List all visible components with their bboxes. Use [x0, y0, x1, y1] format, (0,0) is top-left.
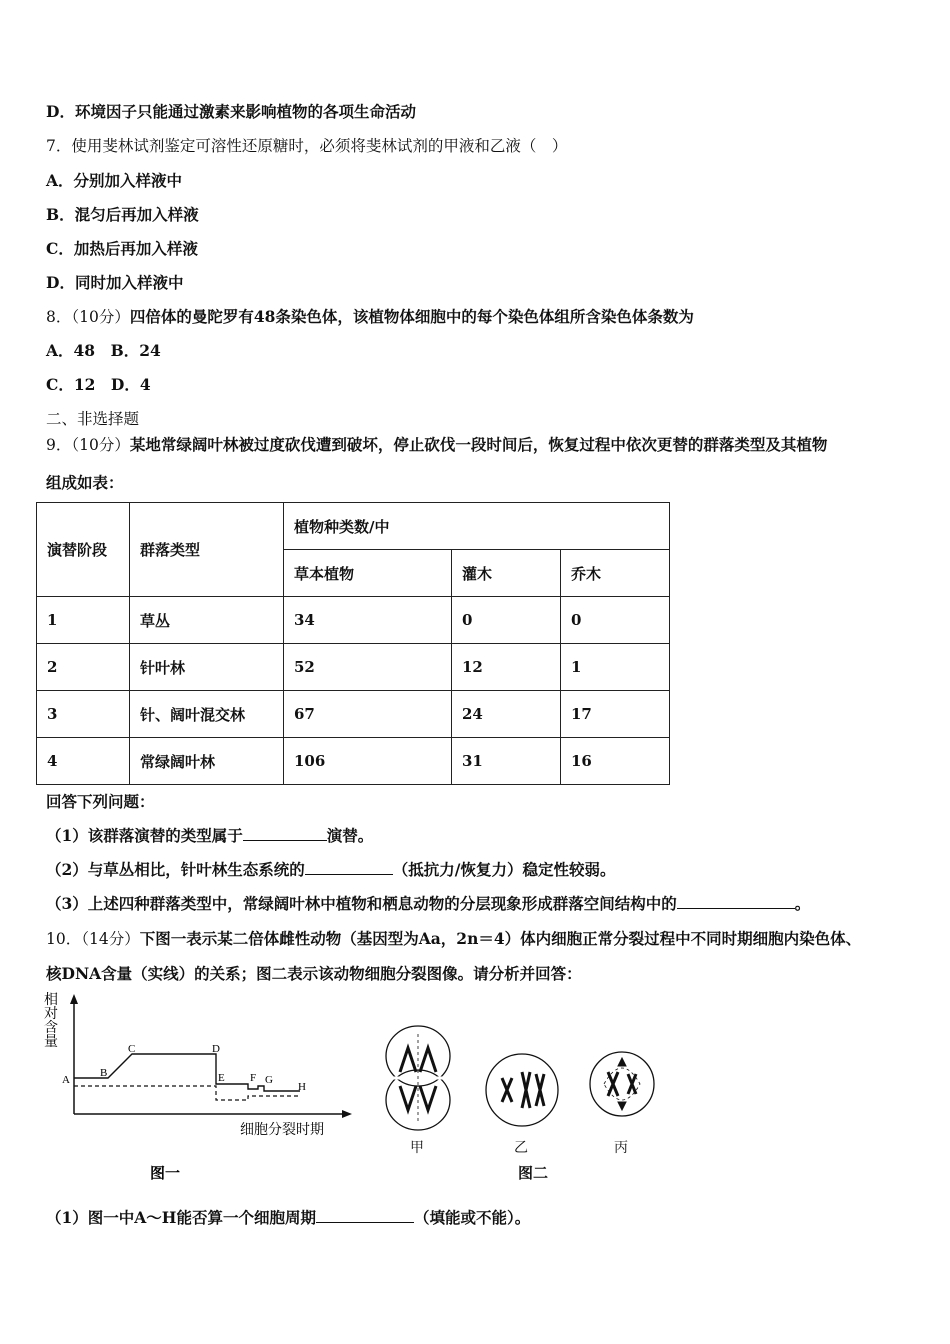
y-axis-label-2: 对	[44, 1007, 58, 1022]
point-d: D	[212, 1043, 220, 1055]
q7-option-b: B．混匀后再加入样液	[46, 205, 199, 224]
q9-sub3-text: （3）上述四种群落类型中，常绿阔叶林中植物和栖息动物的分层现象形成群落空间结构中的	[46, 894, 677, 913]
q10-figures	[40, 992, 680, 1192]
header-shrub: 灌木	[452, 550, 561, 597]
q9-stem-text: 某地常绿阔叶林被过度砍伐遭到破坏，停止砍伐一段时间后，恢复过程中依次更替的群落类型及其植物	[129, 435, 828, 454]
answer-blank[interactable]	[316, 1208, 414, 1223]
table-row	[37, 691, 670, 738]
cell-tree: 0	[561, 597, 670, 644]
q9-sub3	[46, 894, 810, 914]
cell-stage: 2	[37, 644, 130, 691]
header-stage: 演替阶段	[37, 503, 130, 597]
cell-shrub: 24	[452, 691, 561, 738]
q9-sub1-text: （1）该群落演替的类型属于	[46, 826, 243, 845]
figure-1-graph	[44, 992, 352, 1182]
cell-herb: 106	[284, 738, 452, 785]
y-axis-label-1: 相	[44, 993, 58, 1008]
cell-shrub: 31	[452, 738, 561, 785]
cell-herb: 52	[284, 644, 452, 691]
cell-stage: 3	[37, 691, 130, 738]
q8-options-ab: A．48 B．24	[46, 341, 161, 360]
figure-1-caption: 图一	[150, 1166, 181, 1182]
cell-tree: 1	[561, 644, 670, 691]
header-tree: 乔木	[561, 550, 670, 597]
cell-shrub: 0	[452, 597, 561, 644]
answer-blank[interactable]	[305, 860, 393, 875]
x-axis-label: 细胞分裂时期	[240, 1123, 324, 1138]
q7-option-c: C．加热后再加入样液	[46, 239, 198, 258]
q8-stem	[46, 307, 694, 327]
cell-type: 针叶林	[130, 644, 284, 691]
q8-options-cd: C．12 D．4	[46, 375, 151, 394]
q10-stem-text: 下图一表示某二倍体雌性动物（基因型为Aa，2n＝4）体内细胞正常分裂过程中不同时期细胞内染色体、	[139, 929, 862, 948]
cell-herb: 34	[284, 597, 452, 644]
point-e: E	[218, 1072, 225, 1084]
cell-yi	[486, 1054, 558, 1126]
q10-score: （14分）	[81, 930, 140, 948]
answer-blank[interactable]	[243, 826, 327, 841]
header-community-type: 群落类型	[130, 503, 284, 597]
q7-stem: 7．使用斐林试剂鉴定可溶性还原糖时，必须将斐林试剂的甲液和乙液（ ）	[46, 137, 568, 155]
q9-score: （10分）	[71, 436, 130, 454]
succession-table	[36, 502, 670, 785]
y-axis-label-4: 量	[44, 1035, 58, 1050]
q9-sub2	[46, 860, 615, 880]
cell-stage: 1	[37, 597, 130, 644]
q10-sub1-text: （1）图一中A～H能否算一个细胞周期	[46, 1208, 316, 1227]
q7-option-d: D．同时加入样液中	[46, 273, 184, 292]
cell-tree: 16	[561, 738, 670, 785]
y-axis-label-3: 含	[44, 1021, 58, 1036]
q9-sub2-text: （2）与草丛相比，针叶林生态系统的	[46, 860, 305, 879]
header-species-count: 植物种类数/中	[284, 503, 670, 550]
cell-label-bing: 丙	[614, 1141, 628, 1156]
cell-label-jia: 甲	[410, 1141, 424, 1156]
q8-stem-text: 四倍体的曼陀罗有48条染色体，该植物体细胞中的每个染色体组所含染色体条数为	[129, 307, 694, 326]
q9-sub2-tail: （抵抗力/恢复力）稳定性较弱。	[392, 860, 616, 879]
q8-number: 8．	[46, 308, 72, 326]
q9-sub1-tail: 演替。	[326, 826, 374, 845]
q9-sub1	[46, 826, 373, 846]
q7-option-a: A．分别加入样液中	[46, 171, 183, 190]
answer-blank[interactable]	[677, 894, 795, 909]
point-f: F	[250, 1072, 257, 1084]
q10-sub1	[46, 1208, 530, 1228]
q10-stem-1	[46, 929, 861, 949]
q10-sub1-tail: （填能或不能）。	[413, 1208, 531, 1227]
q6-option-d: D．环境因子只能通过激素来影响植物的各项生命活动	[46, 102, 416, 121]
point-a: A	[62, 1074, 70, 1086]
table-row	[37, 597, 670, 644]
point-g: G	[265, 1074, 273, 1086]
cell-tree: 17	[561, 691, 670, 738]
q9-stem-1	[46, 435, 827, 455]
q10-stem-2: 核DNA含量（实线）的关系；图二表示该动物细胞分裂图像。请分析并回答：	[46, 964, 582, 983]
figure-2-caption: 图二	[518, 1166, 549, 1182]
cell-jia	[386, 1026, 450, 1130]
point-h: H	[298, 1081, 306, 1093]
x-axis-arrow-icon	[342, 1110, 352, 1118]
cell-label-yi: 乙	[514, 1141, 528, 1156]
q8-score: （10分）	[71, 308, 130, 326]
table-row	[37, 738, 670, 785]
cell-bing	[590, 1052, 654, 1116]
section-title: 二、非选择题	[46, 410, 140, 428]
cell-type: 常绿阔叶林	[130, 738, 284, 785]
cell-type: 草丛	[130, 597, 284, 644]
cell-herb: 67	[284, 691, 452, 738]
point-c: C	[128, 1043, 136, 1055]
cell-shrub: 12	[452, 644, 561, 691]
q9-stem-2: 组成如表：	[46, 473, 124, 492]
table-row	[37, 644, 670, 691]
figure-2-cells	[386, 1026, 654, 1130]
point-b: B	[100, 1067, 108, 1079]
cell-type: 针、阔叶混交林	[130, 691, 284, 738]
q9-sub3-tail: 。	[794, 894, 811, 913]
q10-number: 10．	[46, 930, 82, 948]
y-axis-arrow-icon	[70, 994, 78, 1004]
q9-prompt: 回答下列问题：	[46, 792, 155, 811]
header-herb: 草本植物	[284, 550, 452, 597]
q9-number: 9．	[46, 436, 72, 454]
chromosome-dashed-line	[74, 1086, 300, 1100]
cell-stage: 4	[37, 738, 130, 785]
